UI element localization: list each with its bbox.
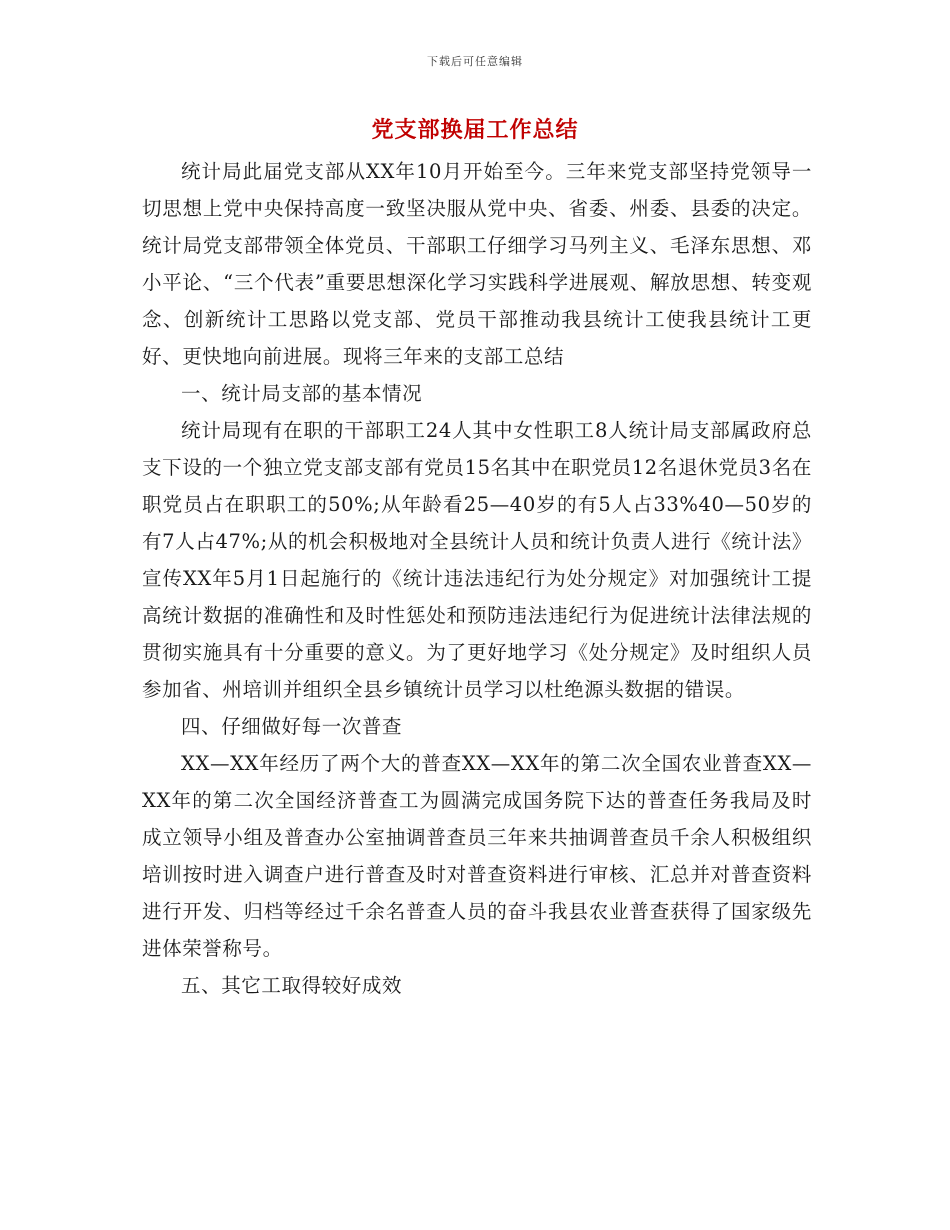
document-title: 党支部换届工作总结 [371,117,579,143]
section-heading-basic-info: 一、统计局支部的基本情况 [181,382,423,405]
section-heading-census: 四、仔细做好每一次普查 [181,715,403,738]
intro-paragraph: 统计局此届党支部从XX年10月开始至今。三年来党支部坚持党领导一切思想上党中央保持高度一致坚决服从党中央、省委、州委、县委的决定。统计局党支部带领全体党员、干部职工仔细学习马列主义、毛泽东思想、邓小平论、“三个代表”重要思想深化学习实践科学进展观、解放思想、转变观念、创新统计工思路以党支部、党员干部推动我县统计工使我县统计工更好、更快地向前进展。现将三年来的支部工总结 [142,160,812,368]
download-note: 下载后可任意编辑 [427,55,523,68]
document-body [142,153,812,1004]
census-paragraph: XX—XX年经历了两个大的普查XX—XX年的第二次全国农业普查XX—XX年的第二次全国经济普查工为圆满完成国务院下达的普查任务我局及时成立领导小组及普查办公室抽调普查员三年来共抽调普查员千余人积极组织培训按时进入调查户进行普查及时对普查资料进行审核、汇总并对普查资料进行开发、归档等经过千余名普查人员的奋斗我县农业普查获得了国家级先进体荣誉称号。 [142,752,812,960]
section-heading-other-work: 五、其它工取得较好成效 [181,974,403,997]
basic-info-paragraph: 统计局现有在职的干部职工24人其中女性职工8人统计局支部属政府总支下设的一个独立党支部支部有党员15名其中在职党员12名退休党员3名在职党员占在职职工的50%;从年龄看25—40岁的有5人占33%40—50岁的有7人占47%;从的机会积极地对全县统计人员和统计负责人进行《统计法》宣传XX年5月1日起施行的《统计违法违纪行为处分规定》对加强统计工提高统计数据的准确性和及时性惩处和预防违法违纪行为促进统计法律法规的贯彻实施具有十分重要的意义。为了更好地学习《处分规定》及时组织人员参加省、州培训并组织全县乡镇统计员学习以杜绝源头数据的错误。 [142,419,812,701]
